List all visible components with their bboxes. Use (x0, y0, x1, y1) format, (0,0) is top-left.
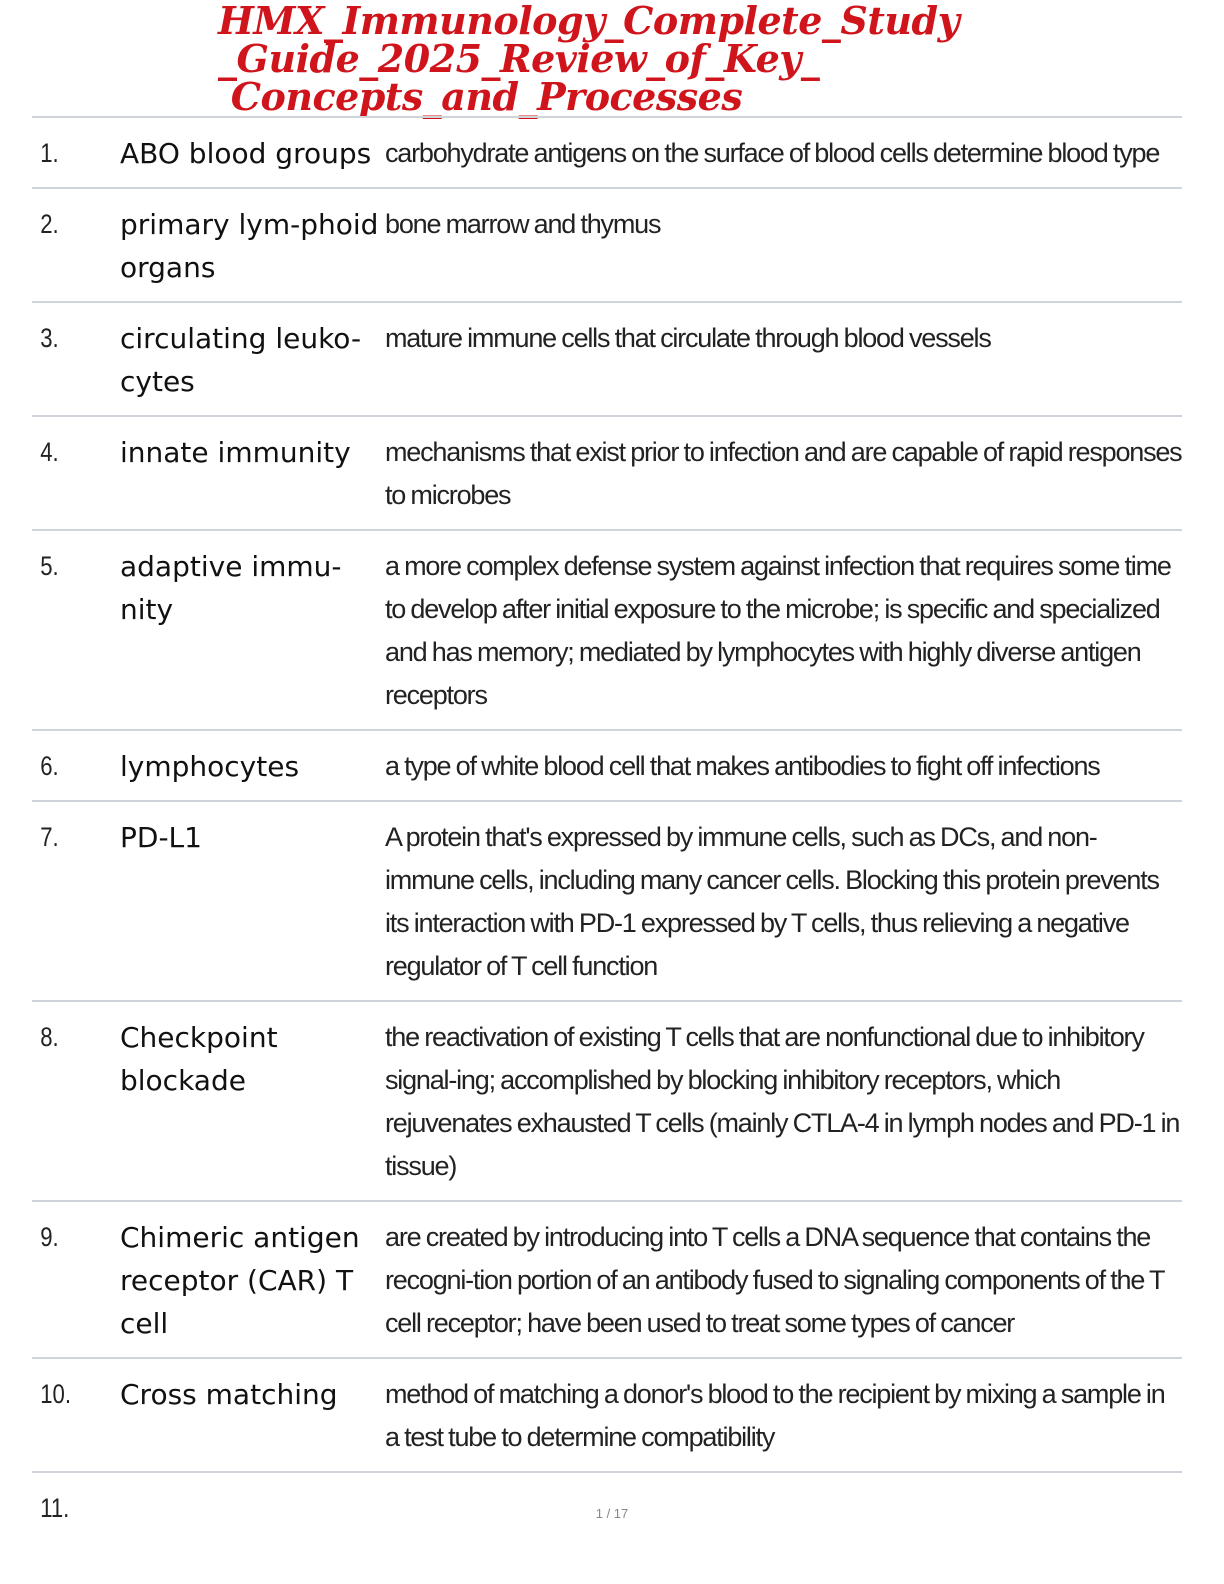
item-number: 6. (40, 751, 59, 781)
item-number: 7. (40, 822, 59, 852)
item-definition: mature immune cells that circulate through blood vessels (385, 323, 991, 353)
list-item (32, 1000, 1182, 1200)
item-definition: carbohydrate antigens on the surface of blood cells determine blood type (385, 138, 1160, 168)
item-term: innate immunity (120, 436, 351, 469)
list-item (32, 729, 1182, 800)
item-number: 2. (40, 209, 59, 239)
item-definition: bone marrow and thymus (385, 209, 661, 239)
document-title: HMX_Immunology_Complete_Study _Guide_2025_Review_of_Key_ Concepts_and_Processes (218, 0, 960, 119)
list-item (32, 529, 1182, 729)
item-term: ABO blood groups (120, 137, 372, 170)
item-number: 4. (40, 437, 59, 467)
item-number: 11. (40, 1493, 70, 1523)
item-definition: A protein that's expressed by immune cells, such as DCs, and non-immune cells, including many cancer cells. Blocking this protein prevents its interaction with PD-1 expressed by T cells, thus relieving a negative regulator of T cell function (385, 822, 1159, 981)
item-definition: a type of white blood cell that makes antibodies to fight off infections (385, 751, 1100, 781)
item-definition: method of matching a donor's blood to the recipient by mixing a sample in a test tube to determine compatibility (385, 1379, 1165, 1452)
list-item (32, 800, 1182, 1000)
list-item (32, 1357, 1182, 1471)
list-item (32, 415, 1182, 529)
item-number: 8. (40, 1022, 59, 1052)
item-term: Chimeric antigen receptor (CAR) T cell (120, 1221, 360, 1340)
item-definition: a more complex defense system against infection that requires some time to develop after initial exposure to the microbe; is specific and specialized and has memory; mediated by lymphocytes with highly diverse antigen receptors (385, 551, 1171, 710)
item-term: circulating leuko-cytes (120, 322, 362, 398)
item-definition: the reactivation of existing T cells that are nonfunctional due to inhibitory signal-ing; accomplished by blocking inhibitory receptors, which rejuvenates exhausted T cells (mainly CTLA-4 in lymph nodes and PD-1 in tissue) (385, 1022, 1180, 1181)
flashcard-list (32, 116, 1182, 1542)
item-term: Checkpoint blockade (120, 1021, 278, 1097)
item-term: PD-L1 (120, 821, 202, 854)
item-number: 9. (40, 1222, 59, 1252)
item-term: primary lym-phoid organs (120, 208, 379, 284)
item-number: 3. (40, 323, 59, 353)
item-number: 10. (40, 1379, 71, 1409)
list-item (32, 1200, 1182, 1357)
page-number: 1 / 17 (595, 1506, 629, 1521)
item-definition: mechanisms that exist prior to infection and are capable of rapid responses to microbes (385, 437, 1182, 510)
item-number: 1. (40, 138, 59, 168)
item-number: 5. (40, 551, 59, 581)
item-term: lymphocytes (120, 750, 300, 783)
item-term: adaptive immu-nity (120, 550, 342, 626)
list-item (32, 187, 1182, 301)
item-term: Cross matching (120, 1378, 338, 1411)
item-definition: are created by introducing into T cells a DNA sequence that contains the recogni-tion portion of an antibody fused to signaling components of the T cell receptor; have been used to treat some types of cancer (385, 1222, 1164, 1338)
list-item (32, 301, 1182, 415)
list-item (32, 116, 1182, 187)
